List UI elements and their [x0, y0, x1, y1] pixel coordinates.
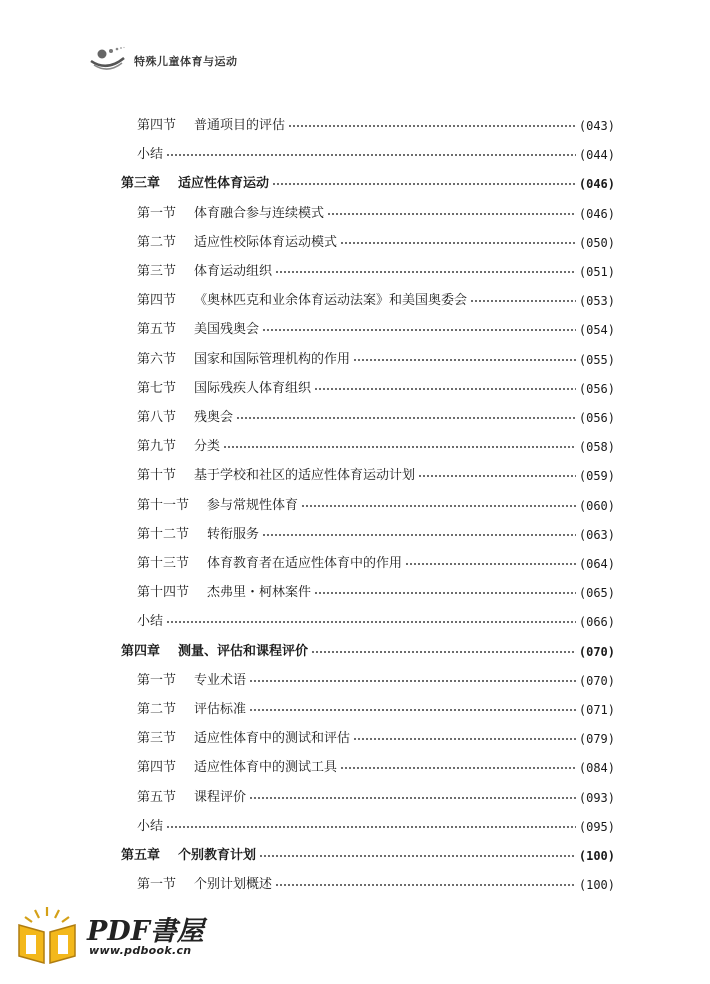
toc-page-number: (070) [578, 674, 615, 688]
toc-title: 《奥林匹克和业余体育运动法案》和美国奥委会 [194, 293, 468, 308]
toc-section-row [137, 144, 615, 166]
toc-title: 评估标准 [194, 702, 247, 717]
toc-title: 国家和国际管理机构的作用 [194, 352, 351, 367]
toc-number: 第四节 [137, 293, 177, 308]
toc-section-row [137, 757, 615, 779]
toc-section-row [137, 232, 615, 254]
toc-leader-dots [314, 387, 576, 391]
toc-leader-dots [288, 124, 576, 128]
toc-chapter-row [121, 845, 615, 867]
toc-leader-dots [166, 153, 576, 157]
toc-leader-dots [314, 591, 576, 595]
toc-title: 适应性校际体育运动模式 [194, 235, 338, 250]
toc-leader-dots [311, 650, 576, 654]
toc-section-row [137, 582, 615, 604]
toc-title: 残奥会 [194, 410, 234, 425]
toc-title: 适应性体育中的测试工具 [194, 760, 338, 775]
toc-page-number: (043) [578, 119, 615, 133]
toc-leader-dots [249, 796, 576, 800]
toc-leader-dots [353, 737, 576, 741]
toc-section-row [137, 115, 615, 137]
toc-number: 第十二节 [137, 527, 190, 542]
toc-number: 第五章 [121, 848, 161, 863]
toc-title: 个别教育计划 [178, 848, 257, 863]
toc-number: 第三章 [121, 176, 161, 191]
toc-section-row [137, 495, 615, 517]
toc-page-number: (056) [578, 382, 615, 396]
toc-section-row [137, 349, 615, 371]
toc-number: 第一节 [137, 673, 177, 688]
toc-leader-dots [223, 445, 576, 449]
toc-page-number: (046) [578, 177, 615, 191]
toc-page-number: (064) [578, 557, 615, 571]
toc-page-number: (063) [578, 528, 615, 542]
toc-number: 第三节 [137, 264, 177, 279]
toc-leader-dots [166, 825, 576, 829]
toc-number: 第三节 [137, 731, 177, 746]
toc-leader-dots [340, 766, 576, 770]
toc-leader-dots [418, 474, 576, 478]
toc-section-row [137, 378, 615, 400]
toc-page-number: (051) [578, 265, 615, 279]
toc-number: 第五节 [137, 790, 177, 805]
toc-leader-dots [166, 620, 576, 624]
toc-title: 体育教育者在适应性体育中的作用 [207, 556, 403, 571]
toc-number: 第四章 [121, 644, 161, 659]
toc-number: 小结 [137, 614, 164, 629]
toc-title: 课程评价 [194, 790, 247, 805]
toc-title: 体育运动组织 [194, 264, 273, 279]
toc-leader-dots [249, 708, 576, 712]
toc-number: 第二节 [137, 235, 177, 250]
toc-page-number: (055) [578, 353, 615, 367]
toc-leader-dots [327, 212, 576, 216]
toc-number: 小结 [137, 819, 164, 834]
toc-page-number: (084) [578, 761, 615, 775]
toc-title: 基于学校和社区的适应性体育运动计划 [194, 468, 416, 483]
toc-section-row [137, 670, 615, 692]
toc-number: 第九节 [137, 439, 177, 454]
toc-chapter-row [121, 173, 615, 195]
toc-section-row [137, 728, 615, 750]
toc-title: 分类 [194, 439, 221, 454]
toc-title: 美国残奥会 [194, 322, 260, 337]
toc-page-number: (093) [578, 791, 615, 805]
toc-title: 杰弗里・柯林案件 [207, 585, 312, 600]
toc-section-row [137, 261, 615, 283]
open-book-icon [15, 905, 79, 965]
toc-leader-dots [353, 358, 576, 362]
toc-title: 体育融合参与连续模式 [194, 206, 325, 221]
toc-page-number: (046) [578, 207, 615, 221]
toc-page-number: (070) [578, 645, 615, 659]
toc-section-row [137, 874, 615, 896]
toc-section-row [137, 816, 615, 838]
toc-section-row [137, 436, 615, 458]
toc-number: 第十节 [137, 468, 177, 483]
toc-leader-dots [249, 679, 576, 683]
toc-section-row [137, 553, 615, 575]
toc-section-row [137, 699, 615, 721]
toc-number: 第六节 [137, 352, 177, 367]
toc-number: 第七节 [137, 381, 177, 396]
watermark-logo [15, 905, 205, 965]
toc-leader-dots [259, 854, 576, 858]
toc-leader-dots [470, 299, 576, 303]
toc-title: 参与常规性体育 [207, 498, 299, 513]
toc-title: 国际残疾人体育组织 [194, 381, 312, 396]
toc-section-row [137, 787, 615, 809]
toc-section-row [137, 319, 615, 341]
toc-page-number: (053) [578, 294, 615, 308]
toc-leader-dots [340, 241, 576, 245]
toc-leader-dots [262, 328, 576, 332]
toc-page-number: (100) [578, 849, 615, 863]
toc-leader-dots [301, 504, 576, 508]
toc-section-row [137, 290, 615, 312]
toc-page-number: (095) [578, 820, 615, 834]
toc-leader-dots [275, 270, 576, 274]
toc-number: 第十三节 [137, 556, 190, 571]
toc-leader-dots [275, 883, 576, 887]
toc-number: 第一节 [137, 877, 177, 892]
toc-leader-dots [405, 562, 576, 566]
toc-page-number: (056) [578, 411, 615, 425]
toc-leader-dots [236, 416, 576, 420]
toc-number: 第八节 [137, 410, 177, 425]
toc-title: 普通项目的评估 [194, 118, 286, 133]
toc-page-number: (054) [578, 323, 615, 337]
toc-page-number: (058) [578, 440, 615, 454]
toc-section-row [137, 465, 615, 487]
toc-leader-dots [262, 533, 576, 537]
toc-page-number: (065) [578, 586, 615, 600]
toc-number: 第二节 [137, 702, 177, 717]
toc-number: 第十一节 [137, 498, 190, 513]
toc-page-number: (079) [578, 732, 615, 746]
toc-leader-dots [272, 182, 576, 186]
toc-section-row [137, 407, 615, 429]
toc-title: 个别计划概述 [194, 877, 273, 892]
toc-title: 专业术语 [194, 673, 247, 688]
toc-page-number: (060) [578, 499, 615, 513]
toc-title: 适应性体育中的测试和评估 [194, 731, 351, 746]
toc-number: 第四节 [137, 118, 177, 133]
toc-title: 转衔服务 [207, 527, 260, 542]
toc-section-row [137, 203, 615, 225]
toc-number: 小结 [137, 147, 164, 162]
toc-page-number: (066) [578, 615, 615, 629]
toc-section-row [137, 524, 615, 546]
toc-page-number: (050) [578, 236, 615, 250]
toc-page-number: (071) [578, 703, 615, 717]
watermark-brand: PDF書屋 [87, 916, 204, 947]
toc-number: 第一节 [137, 206, 177, 221]
toc-title: 测量、评估和课程评价 [178, 644, 309, 659]
book-title: 特殊儿童体育与运动 [134, 55, 238, 68]
watermark-url: www.pdbook.cn [89, 944, 192, 957]
toc-title: 适应性体育运动 [178, 176, 270, 191]
toc-page-number: (059) [578, 469, 615, 483]
toc-section-row [137, 611, 615, 633]
toc-number: 第五节 [137, 322, 177, 337]
toc-page-number: (044) [578, 148, 615, 162]
toc-chapter-row [121, 641, 615, 663]
toc-page-number: (100) [578, 878, 615, 892]
toc-number: 第四节 [137, 760, 177, 775]
toc-number: 第十四节 [137, 585, 190, 600]
